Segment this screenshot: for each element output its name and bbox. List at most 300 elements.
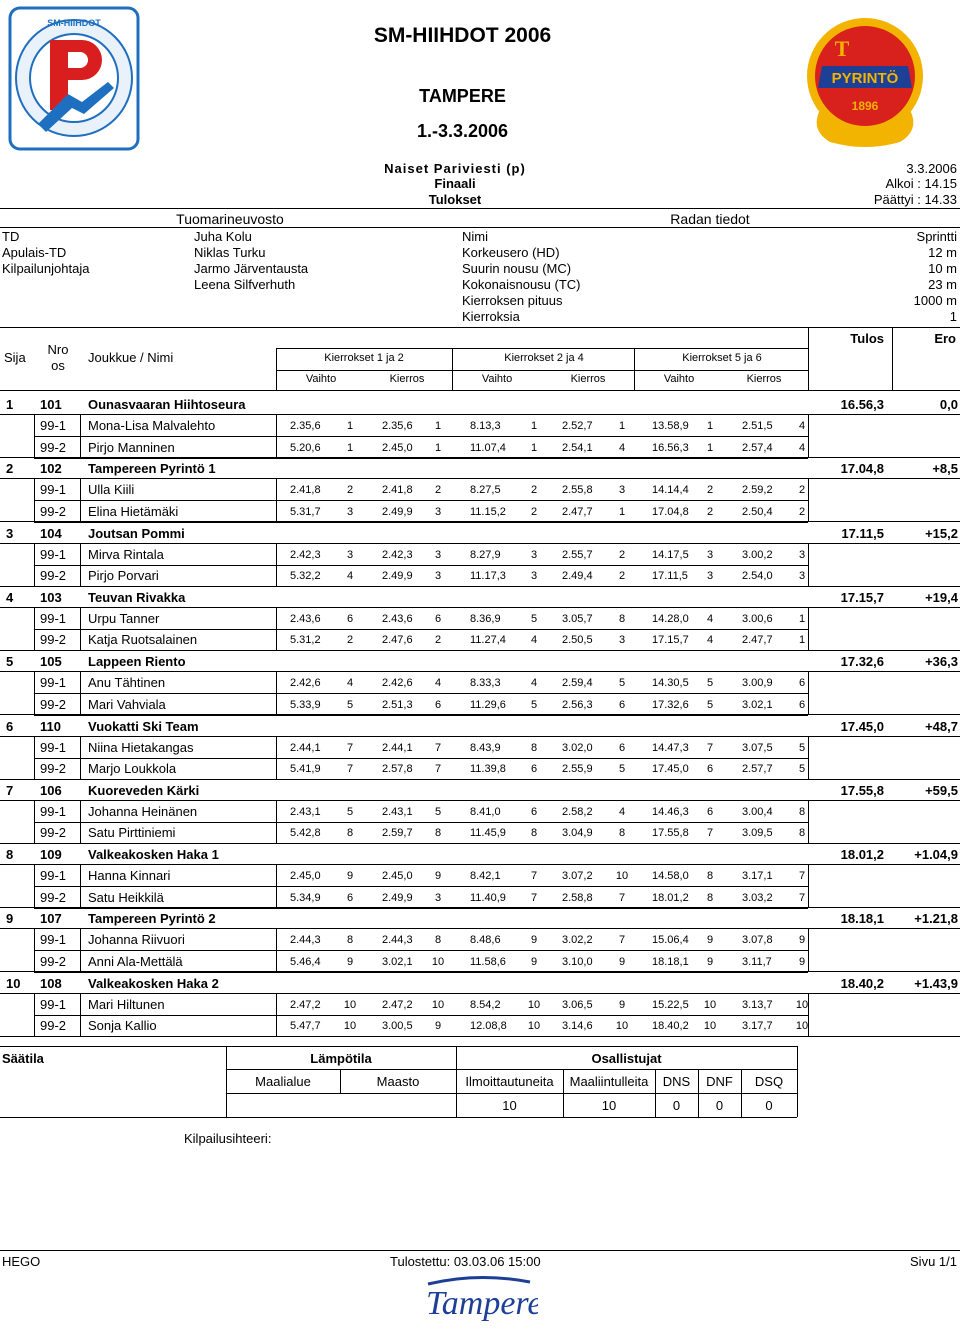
sm-hiihdot-logo bbox=[8, 6, 140, 151]
split-time: 5.32,2 bbox=[290, 570, 321, 583]
split-time: 18.40,2 bbox=[652, 1020, 689, 1033]
svg-text:Tampere: Tampere bbox=[426, 1285, 538, 1322]
split-time: 2.57,4 bbox=[742, 441, 773, 454]
member-id: 99-1 bbox=[40, 932, 67, 948]
split-time: 2.58,2 bbox=[562, 805, 593, 818]
member-name: Pirjo Porvari bbox=[88, 568, 159, 584]
member-id: 99-2 bbox=[40, 953, 67, 969]
member-id: 99-2 bbox=[40, 1018, 67, 1034]
member-name: Anni Ala-Mettälä bbox=[88, 953, 183, 969]
split-time: 2.43,6 bbox=[382, 612, 413, 625]
rule bbox=[0, 543, 960, 544]
split-rank: 5 bbox=[798, 741, 806, 754]
split-rank: 4 bbox=[346, 570, 354, 583]
col-vaihto: Vaihto bbox=[663, 373, 695, 385]
rule bbox=[276, 800, 277, 843]
split-time: 2.55,8 bbox=[562, 484, 593, 497]
split-time: 2.50,5 bbox=[562, 634, 593, 647]
team-result: 18.40,2 bbox=[840, 975, 884, 991]
rule bbox=[34, 478, 35, 521]
split-rank: 9 bbox=[434, 870, 442, 883]
event-date: 3.3.2006 bbox=[906, 161, 957, 176]
team-bib: 102 bbox=[40, 461, 62, 477]
split-rank: 7 bbox=[706, 741, 714, 754]
split-rank: 2 bbox=[798, 505, 806, 518]
split-time: 3.03,2 bbox=[742, 891, 773, 904]
member-id: 99-2 bbox=[40, 761, 67, 776]
split-rank: 7 bbox=[530, 870, 538, 883]
split-time: 2.49,4 bbox=[562, 570, 593, 583]
split-rank: 10 bbox=[615, 870, 629, 883]
member-id: 99-1 bbox=[40, 868, 67, 884]
split-rank: 8 bbox=[618, 612, 626, 625]
team-name: Valkeakosken Haka 1 bbox=[88, 847, 219, 863]
split-rank: 8 bbox=[346, 827, 354, 840]
split-time: 5.20,6 bbox=[290, 441, 321, 454]
split-rank: 8 bbox=[798, 827, 806, 840]
secretary-label: Kilpailusihteeri: bbox=[184, 1131, 272, 1146]
rule bbox=[276, 607, 277, 650]
split-rank: 8 bbox=[706, 891, 714, 904]
split-rank: 4 bbox=[346, 677, 354, 690]
team-diff: +15,2 bbox=[925, 525, 958, 541]
split-rank: 8 bbox=[434, 934, 442, 947]
rule bbox=[797, 1046, 798, 1117]
split-rank: 5 bbox=[618, 763, 626, 775]
split-rank: 7 bbox=[530, 891, 538, 904]
split-rank: 3 bbox=[706, 570, 714, 583]
split-time: 14.30,5 bbox=[652, 677, 689, 690]
col-nro: Nro bbox=[47, 342, 69, 357]
rule bbox=[808, 543, 809, 586]
rule bbox=[276, 864, 277, 907]
team-place: 10 bbox=[6, 975, 21, 991]
page-title: SM-HIIHDOT 2006 bbox=[373, 24, 552, 47]
split-rank: 6 bbox=[798, 677, 806, 690]
member-id: 99-1 bbox=[40, 739, 67, 755]
rule bbox=[34, 822, 808, 823]
svg-text:SM-HIIHDOT: SM-HIIHDOT bbox=[47, 18, 101, 28]
split-time: 2.47,2 bbox=[382, 998, 413, 1011]
split-rank: 3 bbox=[618, 634, 626, 647]
member-id: 99-2 bbox=[40, 439, 67, 455]
team-diff: +8,5 bbox=[932, 461, 958, 477]
rule bbox=[0, 971, 960, 972]
team-bib: 110 bbox=[40, 718, 61, 734]
rule bbox=[34, 436, 808, 437]
split-time: 2.47,6 bbox=[382, 634, 413, 647]
rule bbox=[34, 1015, 808, 1016]
member-name: Elina Hietämäki bbox=[88, 503, 179, 519]
split-rank: 5 bbox=[706, 677, 714, 690]
team-place: 6 bbox=[6, 718, 14, 734]
split-time: 3.02,1 bbox=[382, 955, 413, 968]
split-rank: 1 bbox=[706, 420, 714, 432]
split-rank: 7 bbox=[706, 827, 714, 840]
split-rank: 4 bbox=[706, 634, 714, 647]
split-time: 5.47,7 bbox=[290, 1020, 321, 1033]
rule bbox=[808, 414, 809, 457]
team-bib: 105 bbox=[40, 654, 62, 670]
split-time: 5.46,4 bbox=[290, 955, 321, 968]
member-id: 99-1 bbox=[40, 610, 67, 626]
split-rank: 3 bbox=[346, 548, 354, 561]
split-time: 2.54,0 bbox=[742, 570, 773, 583]
split-time: 8.27,5 bbox=[470, 484, 501, 497]
team-diff: +36,3 bbox=[925, 654, 958, 670]
team-result: 17.45,0 bbox=[840, 718, 884, 734]
split-rank: 2 bbox=[434, 634, 442, 647]
split-rank: 3 bbox=[434, 505, 442, 518]
split-rank: 9 bbox=[706, 934, 714, 947]
jury-name: Niklas Turku bbox=[194, 245, 266, 260]
split-rank: 6 bbox=[346, 891, 354, 904]
weather-maasto: Maasto bbox=[376, 1074, 420, 1089]
split-time: 3.00,5 bbox=[382, 1020, 413, 1033]
split-rank: 8 bbox=[434, 827, 442, 840]
split-rank: 6 bbox=[434, 698, 442, 711]
split-rank: 10 bbox=[431, 955, 445, 968]
split-rank: 3 bbox=[346, 505, 354, 518]
split-rank: 1 bbox=[798, 612, 806, 625]
split-time: 3.07,8 bbox=[742, 934, 773, 947]
rule bbox=[34, 500, 808, 501]
split-rank: 1 bbox=[346, 441, 354, 454]
rule bbox=[808, 607, 809, 650]
team-diff: +1.43,9 bbox=[914, 975, 958, 991]
split-time: 2.51,3 bbox=[382, 698, 413, 711]
split-time: 3.04,9 bbox=[562, 827, 593, 840]
split-time: 8.27,9 bbox=[470, 548, 501, 561]
split-rank: 9 bbox=[618, 955, 626, 968]
split-rank: 10 bbox=[795, 1020, 809, 1033]
split-time: 2.49,9 bbox=[382, 891, 413, 904]
split-rank: 7 bbox=[798, 891, 806, 904]
split-time: 12.08,8 bbox=[470, 1020, 507, 1033]
rule bbox=[276, 928, 277, 971]
split-time: 3.06,5 bbox=[562, 998, 593, 1011]
city-title: TAMPERE bbox=[419, 86, 506, 106]
split-time: 3.09,5 bbox=[742, 827, 773, 840]
tampere-logo bbox=[418, 1272, 538, 1338]
split-time: 2.47,7 bbox=[562, 505, 593, 518]
weather-maalialue: Maalialue bbox=[255, 1074, 311, 1089]
rule bbox=[808, 800, 809, 843]
split-time: 3.07,2 bbox=[562, 870, 593, 883]
split-time: 2.43,1 bbox=[290, 805, 321, 818]
team-place: 7 bbox=[6, 782, 14, 798]
rule bbox=[80, 864, 81, 907]
rule bbox=[80, 736, 81, 779]
split-time: 15.22,5 bbox=[652, 998, 689, 1011]
member-name: Satu Pirttiniemi bbox=[88, 825, 176, 841]
split-rank: 5 bbox=[798, 763, 806, 775]
split-time: 8.42,1 bbox=[470, 870, 501, 883]
split-rank: 2 bbox=[434, 484, 442, 497]
course-value: Sprintti bbox=[916, 229, 957, 244]
split-time: 14.17,5 bbox=[652, 548, 689, 561]
rule bbox=[34, 543, 35, 586]
split-time: 3.05,7 bbox=[562, 612, 593, 625]
team-diff: +1.04,9 bbox=[914, 847, 958, 863]
event-stage: Finaali bbox=[434, 176, 476, 191]
rule bbox=[0, 457, 960, 458]
rule bbox=[0, 864, 960, 865]
split-time: 2.49,9 bbox=[382, 570, 413, 583]
split-time: 17.45,0 bbox=[652, 763, 689, 775]
team-bib: 103 bbox=[40, 589, 62, 605]
member-name: Niina Hietakangas bbox=[88, 739, 194, 755]
split-rank: 7 bbox=[346, 763, 354, 775]
split-time: 3.10,0 bbox=[562, 955, 593, 968]
split-time: 2.42,6 bbox=[382, 677, 413, 690]
split-rank: 3 bbox=[530, 548, 538, 561]
jury-role: TD bbox=[2, 229, 20, 244]
team-diff: +1.21,8 bbox=[914, 911, 958, 927]
split-rank: 3 bbox=[530, 570, 538, 583]
event-kind: Tulokset bbox=[428, 192, 482, 207]
split-rank: 10 bbox=[527, 998, 541, 1011]
course-label: Kierroksia bbox=[462, 309, 520, 324]
course-value: 1000 m bbox=[913, 293, 957, 308]
rule bbox=[34, 864, 35, 907]
split-time: 3.00,2 bbox=[742, 548, 773, 561]
course-value: 23 m bbox=[928, 277, 957, 292]
rule bbox=[34, 758, 808, 759]
split-time: 5.31,7 bbox=[290, 505, 321, 518]
split-time: 8.48,6 bbox=[470, 934, 501, 947]
split-time: 2.55,9 bbox=[562, 763, 593, 775]
rule bbox=[34, 886, 808, 887]
rule bbox=[276, 478, 277, 521]
split-time: 11.45,9 bbox=[470, 827, 506, 840]
col-group-2: Kierrokset 2 ja 4 bbox=[504, 352, 584, 364]
team-result: 17.11,5 bbox=[841, 525, 884, 541]
split-time: 2.44,1 bbox=[382, 741, 413, 754]
split-time: 2.42,3 bbox=[382, 548, 413, 561]
member-name: Marjo Loukkola bbox=[88, 761, 177, 776]
col-vaihto: Vaihto bbox=[305, 373, 337, 385]
rule bbox=[276, 993, 277, 1036]
split-rank: 8 bbox=[346, 934, 354, 947]
split-rank: 6 bbox=[434, 612, 442, 625]
split-time: 17.55,8 bbox=[652, 827, 689, 840]
participants-col: Ilmoittautuneita bbox=[465, 1074, 554, 1089]
split-rank: 6 bbox=[530, 805, 538, 818]
participants-val: 0 bbox=[765, 1098, 773, 1113]
rule bbox=[0, 907, 960, 908]
rule bbox=[276, 671, 277, 714]
split-rank: 6 bbox=[798, 698, 806, 711]
split-time: 8.54,2 bbox=[470, 998, 501, 1011]
split-time: 3.02,0 bbox=[562, 741, 593, 754]
split-rank: 9 bbox=[618, 998, 626, 1011]
split-time: 2.45,0 bbox=[382, 441, 413, 454]
member-name: Sonja Kallio bbox=[88, 1018, 157, 1034]
team-name: Tampereen Pyrintö 1 bbox=[88, 461, 216, 477]
split-time: 11.58,6 bbox=[470, 955, 506, 968]
split-rank: 9 bbox=[346, 870, 354, 883]
split-time: 2.42,3 bbox=[290, 548, 321, 561]
participants-col: DNF bbox=[706, 1074, 733, 1089]
rule bbox=[226, 1069, 797, 1070]
split-rank: 5 bbox=[618, 677, 626, 690]
split-rank: 7 bbox=[798, 870, 806, 883]
team-bib: 104 bbox=[40, 525, 62, 541]
split-time: 8.43,9 bbox=[470, 741, 501, 754]
course-label: Kierroksen pituus bbox=[462, 293, 563, 308]
team-result: 18.18,1 bbox=[840, 911, 884, 927]
team-name: Tampereen Pyrintö 2 bbox=[88, 911, 216, 927]
team-bib: 108 bbox=[40, 975, 62, 991]
course-value: 1 bbox=[949, 309, 957, 324]
split-rank: 9 bbox=[346, 955, 354, 968]
team-bib: 107 bbox=[40, 911, 62, 927]
split-time: 3.14,6 bbox=[562, 1020, 593, 1033]
split-time: 2.52,7 bbox=[562, 420, 593, 432]
member-id: 99-1 bbox=[40, 803, 67, 819]
split-time: 2.44,3 bbox=[382, 934, 413, 947]
split-time: 11.29,6 bbox=[470, 698, 506, 711]
team-result: 17.32,6 bbox=[840, 654, 884, 670]
split-time: 11.15,2 bbox=[470, 505, 506, 518]
course-heading: Radan tiedot bbox=[670, 211, 750, 227]
member-name: Anu Tähtinen bbox=[88, 675, 166, 691]
jury-heading: Tuomarineuvosto bbox=[176, 211, 284, 227]
rule bbox=[0, 1036, 960, 1037]
member-name: Mari Hiltunen bbox=[88, 996, 165, 1012]
col-tulos: Tulos bbox=[850, 331, 884, 346]
jury-role: Apulais-TD bbox=[2, 245, 67, 260]
member-name: Ulla Kiili bbox=[88, 482, 135, 498]
footer-right: Sivu 1/1 bbox=[910, 1254, 957, 1269]
rule bbox=[80, 543, 81, 586]
rule bbox=[80, 800, 81, 843]
team-place: 2 bbox=[6, 461, 14, 477]
split-time: 14.58,0 bbox=[652, 870, 689, 883]
split-time: 18.01,2 bbox=[652, 891, 689, 904]
event-end: Päättyi : 14.33 bbox=[873, 192, 957, 207]
footer-left: HEGO bbox=[2, 1254, 41, 1269]
split-rank: 5 bbox=[706, 698, 714, 711]
split-time: 11.07,4 bbox=[470, 441, 506, 454]
course-label: Korkeusero (HD) bbox=[462, 245, 560, 260]
weather-lampotila: Lämpötila bbox=[310, 1051, 372, 1066]
rule bbox=[276, 736, 277, 779]
split-time: 14.14,4 bbox=[652, 484, 689, 497]
split-rank: 1 bbox=[530, 441, 538, 454]
jury-role: Kilpailunjohtaja bbox=[2, 261, 90, 276]
rule bbox=[0, 843, 960, 844]
split-rank: 4 bbox=[530, 634, 538, 647]
rule bbox=[34, 800, 35, 843]
member-id: 99-2 bbox=[40, 632, 67, 648]
split-time: 16.56,3 bbox=[652, 441, 689, 454]
team-bib: 101 bbox=[40, 397, 62, 412]
course-label: Suurin nousu (MC) bbox=[462, 261, 572, 276]
split-time: 3.00,4 bbox=[742, 805, 773, 818]
split-time: 2.59,7 bbox=[382, 827, 413, 840]
rule bbox=[276, 414, 277, 457]
rule bbox=[0, 928, 960, 929]
footer-center: Tulostettu: 03.03.06 15:00 bbox=[390, 1254, 541, 1269]
rule bbox=[0, 1046, 797, 1047]
col-nro-os: os bbox=[51, 358, 65, 373]
rule bbox=[0, 521, 960, 522]
member-name: Urpu Tanner bbox=[88, 610, 160, 626]
member-name: Johanna Heinänen bbox=[88, 803, 198, 819]
team-place: 1 bbox=[6, 397, 14, 412]
team-place: 4 bbox=[6, 589, 14, 605]
rule bbox=[34, 607, 35, 650]
rule bbox=[0, 736, 960, 737]
split-time: 8.13,3 bbox=[470, 420, 501, 432]
member-id: 99-2 bbox=[40, 696, 67, 712]
split-rank: 9 bbox=[530, 955, 538, 968]
split-time: 3.17,1 bbox=[742, 870, 773, 883]
rule bbox=[34, 950, 808, 951]
split-rank: 6 bbox=[706, 805, 714, 818]
split-rank: 1 bbox=[434, 441, 442, 454]
split-rank: 5 bbox=[346, 805, 354, 818]
split-rank: 6 bbox=[618, 741, 626, 754]
svg-text:T: T bbox=[834, 36, 850, 61]
pyrinto-logo bbox=[800, 10, 930, 150]
split-rank: 10 bbox=[343, 1020, 357, 1033]
team-result: 16.56,3 bbox=[840, 397, 884, 412]
split-time: 3.02,2 bbox=[562, 934, 593, 947]
split-time: 3.00,6 bbox=[742, 612, 773, 625]
rule bbox=[276, 543, 277, 586]
split-rank: 8 bbox=[530, 827, 538, 840]
member-id: 99-1 bbox=[40, 675, 67, 691]
rule bbox=[80, 478, 81, 521]
col-kierros: Kierros bbox=[570, 373, 606, 385]
split-rank: 5 bbox=[530, 612, 538, 625]
split-rank: 2 bbox=[706, 505, 714, 518]
split-rank: 8 bbox=[618, 827, 626, 840]
split-time: 18.18,1 bbox=[652, 955, 689, 968]
team-name: Kuoreveden Kärki bbox=[88, 782, 200, 798]
split-rank: 5 bbox=[346, 698, 354, 711]
member-name: Satu Heikkilä bbox=[88, 889, 164, 905]
team-place: 9 bbox=[6, 911, 14, 927]
split-time: 3.02,1 bbox=[742, 698, 773, 711]
svg-text:1896: 1896 bbox=[851, 99, 879, 113]
rule bbox=[226, 1093, 797, 1094]
team-bib: 106 bbox=[40, 782, 62, 798]
split-rank: 8 bbox=[706, 870, 714, 883]
split-time: 8.41,0 bbox=[470, 805, 501, 818]
rule bbox=[34, 629, 808, 630]
member-id: 99-1 bbox=[40, 546, 67, 562]
split-rank: 3 bbox=[706, 548, 714, 561]
col-team: Joukkue / Nimi bbox=[88, 350, 174, 365]
split-time: 3.17,7 bbox=[742, 1020, 773, 1033]
split-time: 2.57,7 bbox=[742, 763, 773, 775]
rule bbox=[34, 993, 35, 1036]
team-result: 17.04,8 bbox=[840, 461, 884, 477]
split-time: 2.47,2 bbox=[290, 998, 321, 1011]
split-rank: 7 bbox=[618, 934, 626, 947]
rule bbox=[34, 693, 808, 694]
split-rank: 3 bbox=[798, 570, 806, 583]
rule bbox=[0, 1117, 797, 1118]
split-time: 2.42,6 bbox=[290, 677, 321, 690]
rule bbox=[34, 736, 35, 779]
rule bbox=[0, 779, 960, 780]
rule bbox=[0, 414, 960, 415]
